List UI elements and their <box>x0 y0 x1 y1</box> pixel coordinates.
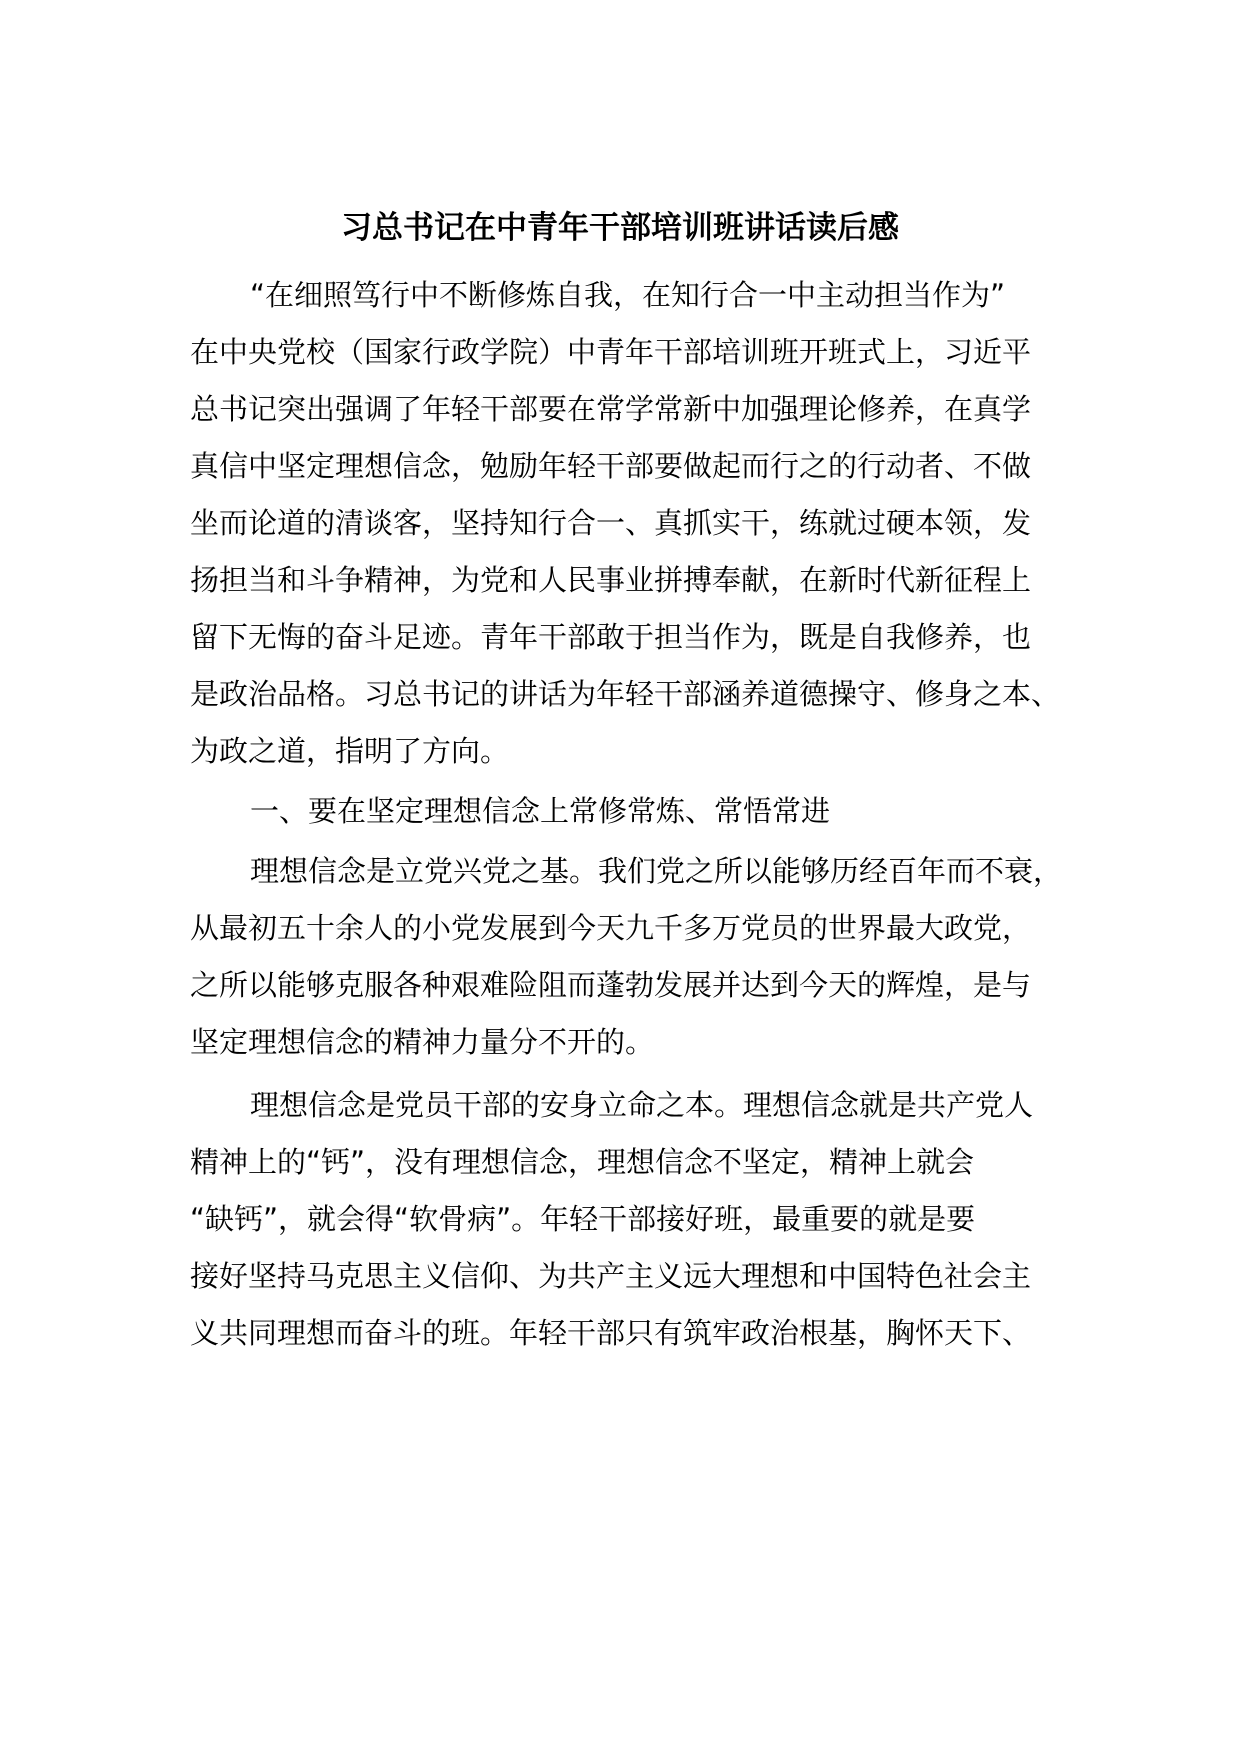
paragraph-line: 是政治品格。习总书记的讲话为年轻干部涵养道德操守、修身之本、 <box>190 677 1061 711</box>
paragraph-line: 之所以能够克服各种艰难险阻而蓬勃发展并达到今天的辉煌，是与 <box>190 968 1032 1002</box>
paragraph-line: 在中央党校（国家行政学院）中青年干部培训班开班式上，习近平 <box>190 335 1032 369</box>
paragraph-line: 总书记突出强调了年轻干部要在常学常新中加强理论修养，在真学 <box>190 392 1032 426</box>
paragraph-line: 真信中坚定理想信念，勉励年轻干部要做起而行之的行动者、不做 <box>190 449 1032 483</box>
paragraph-line: 坚定理想信念的精神力量分不开的。 <box>190 1025 655 1059</box>
paragraph-line: “缺钙”，就会得“软骨病”。年轻干部接好班，最重要的就是要 <box>190 1202 976 1236</box>
paragraph-line: 义共同理想而奋斗的班。年轻干部只有筑牢政治根基，胸怀天下、 <box>190 1316 1032 1350</box>
paragraph-line: 扬担当和斗争精神，为党和人民事业拼搏奉献，在新时代新征程上 <box>190 563 1032 597</box>
paragraph-line: 精神上的“钙”，没有理想信念，理想信念不坚定，精神上就会 <box>190 1145 975 1179</box>
paragraph-line: 为政之道，指明了方向。 <box>190 734 510 768</box>
paragraph-line: 接好坚持马克思主义信仰、为共产主义远大理想和中国特色社会主 <box>190 1259 1032 1293</box>
paragraph-line: 理想信念是党员干部的安身立命之本。理想信念就是共产党人 <box>250 1088 1034 1122</box>
section-heading: 一、要在坚定理想信念上常修常炼、常悟常进 <box>250 794 831 828</box>
paragraph-line: “在细照笃行中不断修炼自我，在知行合一中主动担当作为” <box>250 278 1006 312</box>
document-title: 习总书记在中青年干部培训班讲话读后感 <box>341 210 899 246</box>
paragraph-line: 留下无悔的奋斗足迹。青年干部敢于担当作为，既是自我修养，也 <box>190 620 1032 654</box>
paragraph-line: 坐而论道的清谈客，坚持知行合一、真抓实干，练就过硬本领，发 <box>190 506 1032 540</box>
paragraph-line: 从最初五十余人的小党发展到今天九千多万党员的世界最大政党， <box>190 911 1032 945</box>
paragraph-line: 理想信念是立党兴党之基。我们党之所以能够历经百年而不衰， <box>250 854 1063 888</box>
